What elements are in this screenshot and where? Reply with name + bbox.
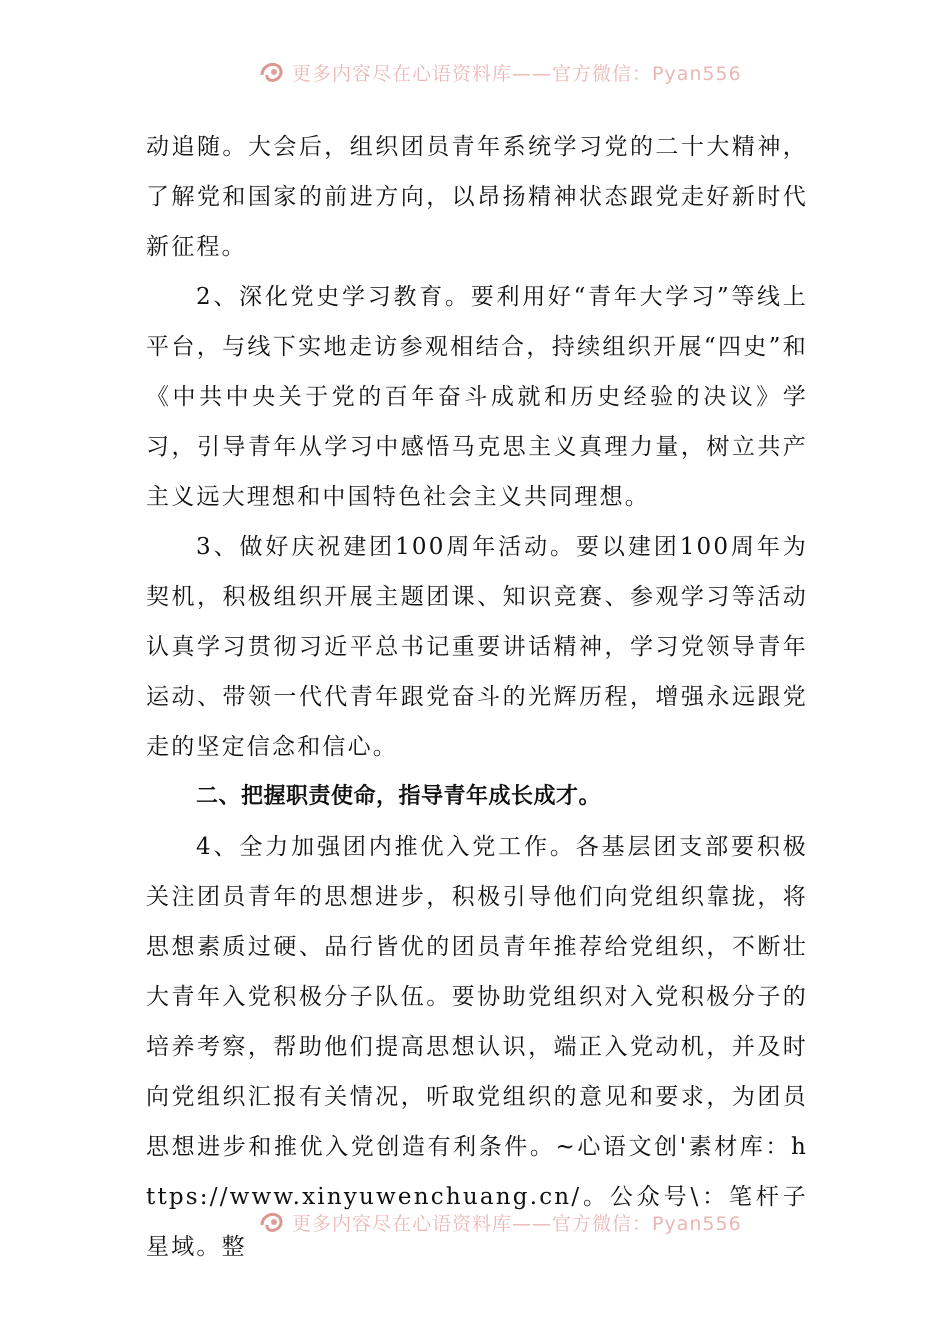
- watermark-bottom: [258, 1206, 742, 1238]
- watermark-logo-icon: [258, 1209, 286, 1235]
- document-body: [146, 122, 808, 1272]
- section-heading: 二、把握职责使命，指导青年成长成才。: [196, 784, 602, 809]
- watermark-text: 更多内容尽在心语资料库——官方微信：Pyan556: [292, 1212, 742, 1235]
- paragraph-item-2: 2、深化党史学习教育。要利用好“青年大学习”等线上平台，与线下实地走访参观相结合，持续组织开展“四史”和《中共中央关于党的百年奋斗成就和历史经验的决议》学习，引导青年从学习中感悟马克思主义真理力量，树立共产主义远大理想和中国特色社会主义共同理想。: [146, 284, 808, 510]
- paragraph-item-3: 3、做好庆祝建团100周年活动。要以建团100周年为契机，积极组织开展主题团课、知识竞赛、参观学习等活动认真学习贯彻习近平总书记重要讲话精神，学习党领导青年运动、带领一代代青年跟党奋斗的光辉历程，增强永远跟党走的坚定信念和信心。: [146, 534, 808, 760]
- paragraph-item-4: 4、全力加强团内推优入党工作。各基层团支部要积极关注团员青年的思想进步，积极引导他们向党组织靠拢，将思想素质过硬、品行皆优的团员青年推荐给党组织，不断壮大青年入党积极分子队伍。要协助党组织对入党积极分子的培养考察，帮助他们提高思想认识，端正入党动机，并及时向党组织汇报有关情况，听取党组织的意见和要求，为团员思想进步和推优入党创造有利条件。~心语文创'素材库：https://www.xinyuwenchuang.cn/。公众号\：笔杆子星域。整: [146, 834, 808, 1260]
- paragraph-continued: 动追随。大会后，组织团员青年系统学习党的二十大精神，了解党和国家的前进方向，以昂扬精神状态跟党走好新时代新征程。: [146, 134, 808, 260]
- watermark-logo-icon: [258, 59, 286, 85]
- watermark-top: [258, 56, 742, 88]
- watermark-text: 更多内容尽在心语资料库——官方微信：Pyan556: [292, 62, 742, 85]
